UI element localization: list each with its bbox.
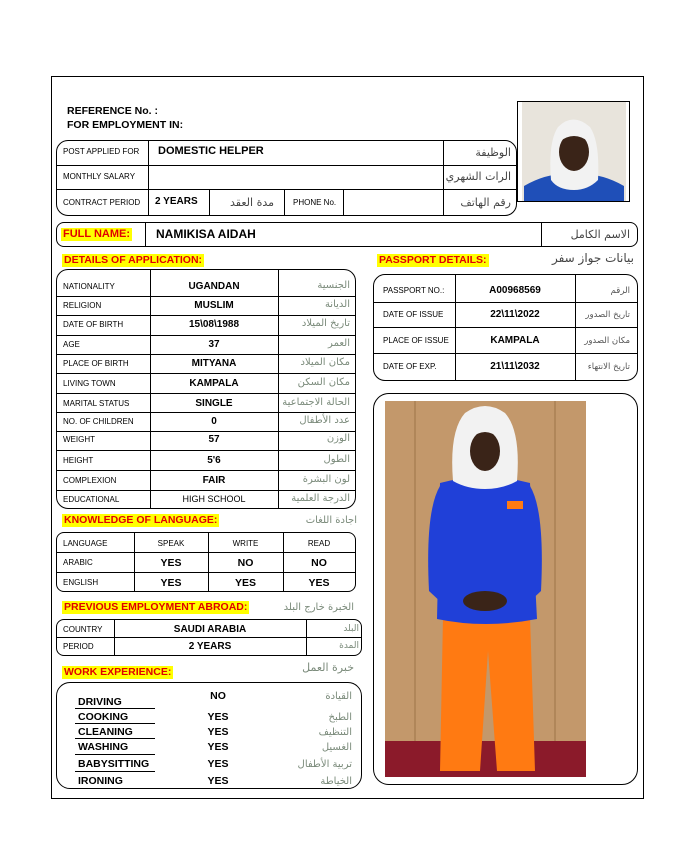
- country-value: SAUDI ARABIA: [173, 624, 247, 635]
- application-ar: مكان الميلاد: [300, 357, 350, 368]
- passport-title: PASSPORT DETAILS:: [379, 254, 487, 266]
- post-value: DOMESTIC HELPER: [158, 145, 264, 157]
- work-value: YES: [207, 711, 229, 723]
- work-underline: [75, 738, 155, 739]
- row-divider: [57, 393, 355, 394]
- language-header: SPEAK: [157, 539, 185, 548]
- work-ar: الخياطة: [320, 776, 352, 787]
- application-label: AGE: [63, 340, 80, 349]
- passport-title-ar: بيانات جواز سفر: [551, 251, 634, 265]
- application-value: 0: [211, 416, 217, 427]
- passport-value: KAMPALA: [490, 335, 540, 346]
- contract-value: 2 YEARS: [155, 196, 198, 207]
- application-label: PLACE OF BIRTH: [63, 359, 129, 368]
- row-divider: [57, 470, 355, 471]
- full-name-value: NAMIKISA AIDAH: [156, 227, 256, 241]
- portrait-photo: [517, 101, 630, 202]
- application-value: KAMPALA: [189, 378, 239, 389]
- application-value: SINGLE: [195, 398, 233, 409]
- full-name-row: [56, 222, 638, 247]
- full-name-label: FULL NAME:: [63, 228, 131, 240]
- work-label: BABYSITTING: [78, 758, 150, 770]
- passport-ar: الرقم: [610, 286, 630, 296]
- language-read: YES: [308, 577, 330, 589]
- passport-ar: تاريخ الانتهاء: [587, 362, 630, 372]
- work-label: DRIVING: [78, 696, 122, 708]
- application-ar: عدد الأطفال: [299, 415, 350, 426]
- language-header: WRITE: [232, 539, 259, 548]
- full-name-ar: الاسم الكامل: [570, 228, 630, 241]
- application-value: 5'6: [207, 455, 221, 466]
- work-underline: [75, 754, 155, 755]
- passport-ar: مكان الصدور: [584, 336, 630, 346]
- application-ar: الديانة: [324, 299, 350, 310]
- application-ar: العمر: [328, 338, 350, 349]
- application-label: NATIONALITY: [63, 282, 115, 291]
- work-ar: الغسيل: [321, 742, 352, 753]
- application-label: MARITAL STATUS: [63, 399, 130, 408]
- application-value: MUSLIM: [194, 300, 234, 311]
- work-title-ar: خبرة العمل: [302, 661, 354, 674]
- reference-label: REFERENCE No. :: [67, 105, 159, 117]
- application-value: 57: [208, 434, 220, 445]
- application-value: FAIR: [202, 475, 226, 486]
- work-value: YES: [207, 775, 229, 787]
- application-label: COMPLEXION: [63, 476, 117, 485]
- work-underline: [75, 723, 155, 724]
- post-ar: الوظيفة: [475, 146, 511, 159]
- work-label: CLEANING: [78, 726, 133, 738]
- passport-value: A00968569: [489, 285, 541, 296]
- application-ar: تاريخ الميلاد: [301, 318, 350, 329]
- full-body-photo: [385, 401, 586, 777]
- application-ar: لون البشرة: [302, 474, 350, 485]
- previous-title-ar: الخبرة خارج البلد: [283, 602, 354, 613]
- work-label: IRONING: [78, 775, 123, 787]
- phone-label: PHONE No.: [293, 198, 337, 207]
- salary-label: MONTHLY SALARY: [63, 172, 136, 181]
- contract-ar: مدة العقد: [230, 196, 274, 209]
- passport-value: 22\11\2022: [490, 309, 540, 320]
- passport-label: PLACE OF ISSUE: [383, 336, 449, 345]
- application-value: HIGH SCHOOL: [182, 494, 246, 504]
- application-label: LIVING TOWN: [63, 379, 116, 388]
- work-underline: [75, 771, 155, 772]
- row-divider: [57, 296, 355, 297]
- phone-ar: رقم الهاتف: [460, 196, 511, 209]
- row-divider: [57, 490, 355, 491]
- row-divider: [57, 412, 355, 413]
- language-read: NO: [311, 557, 327, 569]
- application-value: 15\08\1988: [188, 319, 240, 330]
- row-divider: [374, 327, 637, 328]
- passport-label: PASSPORT NO.:: [383, 286, 445, 295]
- application-ar: الجنسية: [317, 280, 350, 291]
- contract-label: CONTRACT PERIOD: [63, 198, 141, 207]
- language-speak: YES: [160, 577, 182, 589]
- language-header: LANGUAGE: [63, 539, 108, 548]
- post-label: POST APPLIED FOR: [63, 147, 140, 156]
- language-title: KNOWLEDGE OF LANGUAGE:: [64, 514, 218, 526]
- work-ar: تربية الأطفال: [297, 759, 352, 770]
- passport-label: DATE OF ISSUE: [383, 310, 444, 319]
- work-label: WASHING: [78, 741, 129, 753]
- passport-ar: تاريخ الصدور: [585, 310, 630, 320]
- passport-value: 21\11\2032: [490, 361, 540, 372]
- work-underline: [75, 708, 155, 709]
- employment-label: FOR EMPLOYMENT IN:: [67, 119, 184, 131]
- work-ar: التنظيف: [318, 727, 352, 738]
- application-ar: الدرجة العلمية: [291, 493, 350, 504]
- application-value: 37: [208, 339, 220, 350]
- application-title: DETAILS OF APPLICATION:: [64, 254, 203, 266]
- application-label: HEIGHT: [63, 456, 94, 465]
- language-name: ENGLISH: [63, 578, 99, 587]
- application-value: UGANDAN: [188, 281, 240, 292]
- application-label: EDUCATIONAL: [63, 495, 120, 504]
- language-speak: YES: [160, 557, 182, 569]
- country-label: COUNTRY: [63, 625, 103, 634]
- period-ar: المدة: [339, 641, 359, 651]
- row-divider: [57, 373, 355, 374]
- work-value: NO: [210, 690, 226, 702]
- language-title-ar: اجادة اللغات: [305, 515, 357, 526]
- row-divider: [57, 335, 355, 336]
- language-name: ARABIC: [63, 558, 93, 567]
- passport-label: DATE OF EXP.: [383, 362, 437, 371]
- language-header: READ: [307, 539, 331, 548]
- row-divider: [57, 315, 355, 316]
- application-label: NO. OF CHILDREN: [63, 417, 134, 426]
- language-write: NO: [237, 557, 254, 569]
- period-label: PERIOD: [63, 642, 94, 651]
- row-divider: [57, 450, 355, 451]
- row-divider: [374, 353, 637, 354]
- application-ar: مكان السكن: [297, 377, 350, 388]
- application-label: WEIGHT: [63, 435, 95, 444]
- work-ar: القيادة: [325, 691, 352, 702]
- work-value: YES: [207, 741, 229, 753]
- application-label: RELIGION: [63, 301, 102, 310]
- salary-ar: الرات الشهري: [445, 170, 511, 183]
- application-label: DATE OF BIRTH: [63, 320, 124, 329]
- row-divider: [57, 354, 355, 355]
- work-value: YES: [207, 726, 229, 738]
- row-divider: [374, 302, 637, 303]
- portrait-image: [518, 102, 629, 201]
- period-value: 2 YEARS: [188, 641, 232, 652]
- work-title: WORK EXPERIENCE:: [64, 666, 172, 678]
- previous-title: PREVIOUS EMPLOYMENT ABROAD:: [64, 601, 248, 613]
- full-body-image: [385, 401, 586, 777]
- application-ar: الوزن: [326, 433, 350, 444]
- work-label: COOKING: [78, 711, 129, 723]
- country-ar: البلد: [343, 624, 359, 634]
- application-ar: الحالة الاجتماعية: [282, 397, 350, 408]
- language-write: YES: [234, 577, 256, 589]
- row-divider: [57, 431, 355, 432]
- application-ar: الطول: [323, 454, 350, 465]
- work-ar: الطبخ: [328, 712, 352, 723]
- work-value: YES: [207, 758, 229, 770]
- application-value: MITYANA: [191, 358, 237, 369]
